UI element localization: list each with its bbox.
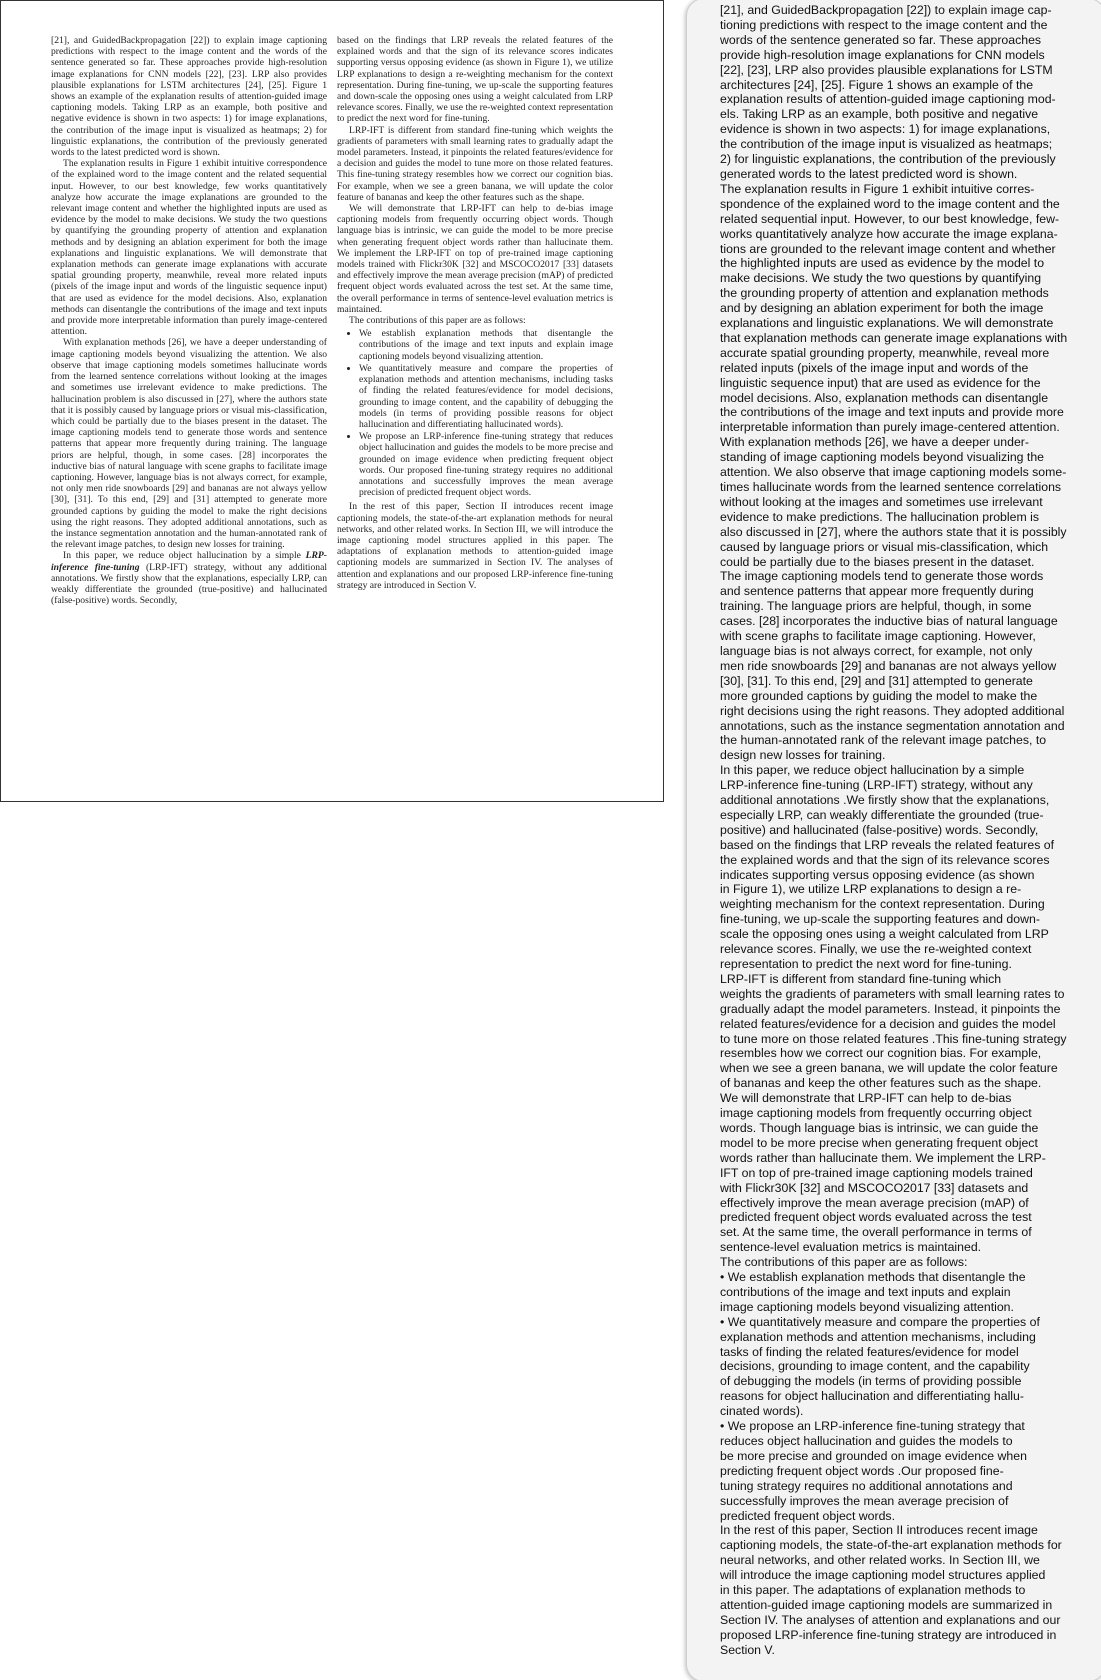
text-line: evidence to make predictions. The hallucination problem is <box>720 509 1039 524</box>
text-line: • We quantitatively measure and compare the properties of <box>720 1314 1040 1329</box>
text-line: that explanation methods can generate image explanations with <box>720 330 1068 345</box>
list-item: • We establish explanation methods that disentangle the contributions of the image and text inputs and explain image captioning models beyond visualizing attention. <box>359 328 613 362</box>
document-page <box>0 0 664 802</box>
text-line: works quantitatively analyze how accurate the image explana- <box>720 226 1058 241</box>
paragraph: With explanation methods [26], we have a deeper understanding of image captioning models beyond visualizing the attention. We also observe that image captioning models sometimes hallucinate words from the learned sentence correlations without looking at the images and sometimes use irrelevant evidence to make predictions. The hallucination problem is also discussed in [27], where the authors state that it is possibly caused by language priors or visual mis-classification, which could be partially due to the biases present in the dataset. The image captioning models tend to generate those words and sentence patterns that appear more frequently during training. The language priors are helpful, though, in some cases. [28] incorporates the inductive bias of natural language with scene graphs to facilitate image captioning. However, language bias is not always correct, for example, not only men ride snowboards [29] and bananas are not always yellow [30], [31]. To this end, [29] and [31] attempted to generate more grounded captions by guiding the model to make the right decisions using the right reasons. They adopted additional annotations, such as the instance segmentation annotation and the human-annotated rank of the relevant image patches, to design new losses for training. <box>51 337 327 551</box>
text-line: linguistic sequence input) that are used as evidence for the <box>720 375 1041 390</box>
text-line: set. At the same time, the overall performance in terms of <box>720 1225 1032 1240</box>
text-line: of bananas and keep the other features such as the shape. <box>720 1076 1042 1091</box>
text-line: sentence-level evaluation metrics is maintained. <box>720 1240 982 1255</box>
text-line: image captioning models beyond visualizing attention. <box>720 1299 1014 1314</box>
text-line: neural networks, and other related works. In Section III, we <box>720 1553 1040 1568</box>
text-line: LRP-IFT is different from standard fine-tuning which <box>720 971 1002 986</box>
text-line: scale the opposing ones using a weight calculated from LRP <box>720 927 1049 942</box>
text-line: in this paper. The adaptations of explanation methods to <box>720 1583 1026 1598</box>
text-line: explanation methods and attention mechanisms, including <box>720 1329 1036 1344</box>
text-line: make decisions. We study the two questions by quantifying <box>720 271 1042 286</box>
text-line: proposed LRP-inference fine-tuning strategy are introduced in <box>720 1627 1057 1642</box>
text-line: training. The language priors are helpful, though, in some <box>720 599 1032 614</box>
text-line: when we see a green banana, we will update the color feature <box>720 1061 1058 1076</box>
text-line: of debugging the models (in terms of providing possible <box>720 1374 1022 1389</box>
text-line: generated words to the latest predicted word is shown. <box>720 166 1018 181</box>
text-line: indicates supporting versus opposing evidence (as shown <box>720 867 1035 882</box>
extracted-text[interactable] <box>720 3 1101 1658</box>
text-line: With explanation methods [26], we have a deeper under- <box>720 435 1029 450</box>
text-line: the explained words and that the sign of its relevance scores <box>720 852 1050 867</box>
document-columns <box>51 35 613 606</box>
text-line: related features/evidence for a decision and guides the model <box>720 1016 1056 1031</box>
text-line: weights the gradients of parameters with small learning rates to <box>720 986 1065 1001</box>
text-line: 2) for linguistic explanations, the contribution of the previously <box>720 152 1056 167</box>
text-line: cinated words). <box>720 1404 804 1419</box>
text-line: especially LRP, can weakly differentiate the grounded (true- <box>720 807 1044 822</box>
text-line: Section V. <box>720 1642 775 1657</box>
text-line: tioning predictions with respect to the image content and the <box>720 17 1048 32</box>
text-line: decisions, grounding to image content, and the capability <box>720 1359 1030 1374</box>
text-line: right decisions using the right reasons. They adopted additional <box>720 703 1065 718</box>
text-line: resembles how we correct our cognition bias. For example, <box>720 1046 1042 1061</box>
text-line: We will demonstrate that LRP-IFT can help to de-bias <box>720 1091 1012 1106</box>
text-line: • We establish explanation methods that disentangle the <box>720 1270 1026 1285</box>
text-line: architectures [24], [25]. Figure 1 shows an example of the <box>720 77 1034 92</box>
text-line: successfully improves the mean average precision of <box>720 1493 1009 1508</box>
text-run: (LRP-IFT) strategy, without any additional annotations. We firstly show that the explanations, especially LRP, can weakly differentiate the grounded (true-positive) and hallucinated (false-positive) words. Secondly, <box>51 561 327 607</box>
text-line: accurate spatial grounding property, meanwhile, reveal more <box>720 345 1050 360</box>
text-line: model decisions. Also, explanation methods can disentangle <box>720 390 1049 405</box>
text-line: [21], and GuidedBackpropagation [22]) to explain image cap- <box>720 3 1052 17</box>
text-line: spondence of the explained word to the image content and the <box>720 196 1060 211</box>
text-line: attention. We also observe that image captioning models some- <box>720 465 1067 480</box>
text-line: evidence is shown in two aspects: 1) for image explanations, <box>720 122 1051 137</box>
text-line: in Figure 1), we utilize LRP explanations to design a re- <box>720 882 1022 897</box>
text-line: cases. [28] incorporates the inductive bias of natural language <box>720 614 1058 629</box>
paragraph: We will demonstrate that LRP-IFT can help to de-bias image captioning models from frequently occurring object words. Though language bias is intrinsic, we can guide the model to be more precise when generating frequent object words rather than hallucinate them. We implement the LRP-IFT on top of pre-trained image captioning models trained with Flickr30K [32] and MSCOCO2017 [33] datasets and effectively improve the mean average precision (mAP) of predicted frequent object words evaluated across the test set. At the same time, the overall performance in terms of sentence-level evaluation metrics is maintained. <box>337 203 613 315</box>
list-item: • We quantitatively measure and compare the properties of explanation methods and attention mechanisms, including tasks of finding the related features/evidence for model decisions, grounding to image content, and the capability of debugging the models (in terms of providing possible reasons for object hallucination and differentiating hallucinated words). <box>359 363 613 430</box>
text-line: predicted frequent object words evaluated across the test <box>720 1210 1032 1225</box>
text-line: In this paper, we reduce object hallucination by a simple <box>720 763 1025 778</box>
text-line: tions are grounded to the relevant image content and whether <box>720 241 1056 256</box>
text-line: men ride snowboards [29] and bananas are not always yellow <box>720 658 1057 673</box>
text-line: the contribution of the image input is visualized as heatmaps; <box>720 137 1053 152</box>
text-line: relevance scores. Finally, we use the re-weighted context <box>720 942 1032 957</box>
contributions-list <box>337 328 613 498</box>
text-line: tasks of finding the related features/evidence for model <box>720 1344 1019 1359</box>
text-line: reasons for object hallucination and differentiating hallu- <box>720 1389 1024 1404</box>
extracted-text-panel[interactable] <box>686 0 1101 1680</box>
text-line: predicted frequent object words. <box>720 1508 895 1523</box>
text-line: weighting mechanism for the context representation. During <box>720 897 1045 912</box>
text-line: related inputs (pixels of the image input and words of the <box>720 360 1029 375</box>
text-line: captioning models, the state-of-the-art explanation methods for <box>720 1538 1062 1553</box>
text-line: representation to predict the next word for fine-tuning. <box>720 957 1012 971</box>
text-line: design new losses for training. <box>720 748 886 763</box>
text-line: provide high-resolution image explanations for CNN models <box>720 47 1045 62</box>
emphasis-text: LRP-inference fine-tuning <box>51 550 327 573</box>
paragraph: In the rest of this paper, Section II introduces recent image captioning models, the state-of-the-art explanation methods for neural networks, and other related works. In Section III, we will introduce the image captioning model structures applied in this paper. The adaptations of explanation methods to attention-guided image captioning models are summarized in Section IV. The analyses of attention and explanations and our proposed LRP-inference fine-tuning strategy are introduced in Section V. <box>337 501 613 591</box>
text-line: could be partially due to the biases present in the dataset. <box>720 554 1035 569</box>
text-line: [22], [23], LRP also provides plausible explanations for LSTM <box>720 62 1053 77</box>
text-line: the grounding property of attention and explanation methods <box>720 286 1049 301</box>
text-line: and sentence patterns that appear more frequently during <box>720 584 1034 599</box>
text-line: related sequential input. However, to our best knowledge, few- <box>720 211 1060 226</box>
text-line: The image captioning models tend to generate those words <box>720 569 1044 584</box>
text-line: words. Though language bias is intrinsic, we can guide the <box>720 1120 1039 1135</box>
text-line: words rather than hallucinate them. We implement the LRP- <box>720 1150 1046 1165</box>
text-line: the highlighted inputs are used as evidence by the model to <box>720 256 1045 271</box>
text-line: IFT on top of pre-trained image captioning models trained <box>720 1165 1033 1180</box>
text-line: explanation results of attention-guided image captioning mod- <box>720 92 1056 107</box>
text-line: times hallucinate words from the learned sentence correlations <box>720 480 1062 494</box>
text-line: language bias is not always correct, for example, not only <box>720 643 1033 658</box>
text-line: be more precise and grounded on image evidence when <box>720 1448 1027 1463</box>
text-line: effectively improve the mean average precision (mAP) of <box>720 1195 1029 1210</box>
text-line: attention-guided image captioning models are summarized in <box>720 1597 1053 1612</box>
paragraph <box>51 550 327 606</box>
text-line: tuning strategy requires no additional annotations and <box>720 1478 1013 1493</box>
text-line: words of the sentence generated so far. These approaches <box>720 32 1042 47</box>
text-line: positive) and hallucinated (false-positive) words. Secondly, <box>720 822 1039 837</box>
text-line: The contributions of this paper are as follows: <box>720 1255 968 1270</box>
text-line: [30], [31]. To this end, [29] and [31] attempted to generate <box>720 673 1033 688</box>
text-line: contributions of the image and text inputs and explain <box>720 1284 1011 1299</box>
text-line: more grounded captions by guiding the model to make the <box>720 688 1038 703</box>
text-line: The explanation results in Figure 1 exhibit intuitive corres- <box>720 181 1035 196</box>
text-line: the contributions of the image and text inputs and provide more <box>720 405 1064 420</box>
text-line: without looking at the images and sometimes use irrelevant <box>720 494 1043 509</box>
text-line: predicting frequent object words .Our proposed fine- <box>720 1463 1004 1478</box>
text-line: additional annotations .We firstly show that the explanations, <box>720 793 1050 808</box>
text-line: Section IV. The analyses of attention and explanations and our <box>720 1612 1061 1627</box>
text-line: standing of image captioning models beyond visualizing the <box>720 450 1045 465</box>
text-line: LRP-inference fine-tuning (LRP-IFT) strategy, without any <box>720 778 1033 793</box>
text-line: reduces object hallucination and guides the models to <box>720 1434 1013 1448</box>
text-line: els. Taking LRP as an example, both positive and negative <box>720 107 1039 122</box>
text-line: fine-tuning, we up-scale the supporting features and down- <box>720 912 1040 927</box>
right-column <box>337 35 613 606</box>
text-line: caused by language priors or visual mis-classification, which <box>720 539 1049 554</box>
list-item: • We propose an LRP-inference fine-tuning strategy that reduces object hallucination and guides the models to be more precise and grounded on image evidence when predicting frequent object words. Our proposed fine-tuning strategy requires no additional annotations and successfully improves the mean average precision of predicted frequent object words. <box>359 431 613 498</box>
text-line: annotations, such as the instance segmentation annotation and <box>720 718 1065 733</box>
paragraph: The explanation results in Figure 1 exhibit intuitive correspondence of the explained word to the image content and the related sequential input. However, to our best knowledge, few works quantitatively analyze how accurate the image explanations are grounded to the relevant image content and whether the highlighted inputs are used as evidence by the model to make decisions. We study the two questions by quantifying the grounding property of attention and explanation methods and by designing an ablation experiment for both the image explanations and linguistic explanations. We will demonstrate that explanation methods can generate image explanations with accurate spatial grounding property, meanwhile, reveal more related inputs (pixels of the image input and words of the linguistic sequence input) that are used as evidence for the model decisions. Also, explanation methods can disentangle the contributions of the image and text inputs and provide more interpretable information than purely image-centered attention. <box>51 158 327 338</box>
text-line: with scene graphs to facilitate image captioning. However, <box>720 629 1036 644</box>
text-line: interpretable information than purely image-centered attention. <box>720 420 1060 435</box>
text-line: the human-annotated rank of the relevant image patches, to <box>720 733 1047 748</box>
text-line: based on the findings that LRP reveals the related features of <box>720 837 1055 852</box>
text-line: also discussed in [27], where the authors state that it is possibly <box>720 524 1067 539</box>
text-line: and by designing an ablation experiment for both the image <box>720 301 1044 316</box>
paragraph: The contributions of this paper are as follows: <box>349 315 526 327</box>
text-line: gradually adapt the model parameters. Instead, it pinpoints the <box>720 1001 1061 1016</box>
text-line: model to be more precise when generating frequent object <box>720 1135 1038 1150</box>
paragraph: [21], and GuidedBackpropagation [22]) to explain image captioning predictions with respect to the image content and the words of the sentence generated so far. These approaches provide high-resolution image explanations for CNN models [22], [23]. LRP also provides plausible explanations for LSTM architectures [24], [25]. Figure 1 shows an example of the explanation results of attention-guided image captioning models. Taking LRP as an example, both positive and negative evidence is shown in two aspects: 1) for image explanations, the contribution of the image input is visualized as heatmaps; 2) for linguistic explanations, the contribution of the previously generated words to the latest predicted word is shown. <box>51 35 327 159</box>
paragraph: based on the findings that LRP reveals the related features of the explained words and that the sign of its relevance scores indicates supporting versus opposing evidence (as shown in Figure 1), we utilize LRP explanations to design a re-weighting mechanism for the context representation. During fine-tuning, we up-scale the supporting features and down-scale the opposing ones using a weight calculated from LRP relevance scores. Finally, we use the re-weighted context representation to predict the next word for fine-tuning. <box>337 35 613 125</box>
text-line: image captioning models from frequently occurring object <box>720 1106 1032 1121</box>
text-line: with Flickr30K [32] and MSCOCO2017 [33] datasets and <box>720 1180 1029 1195</box>
text-line: explanations and linguistic explanations. We will demonstrate <box>720 316 1054 331</box>
text-run: In this paper, we reduce object hallucination by a simple <box>63 550 301 562</box>
text-line: In the rest of this paper, Section II introduces recent image <box>720 1523 1038 1538</box>
text-line: to tune more on those related features .This fine-tuning strategy <box>720 1031 1067 1046</box>
left-column <box>51 35 327 606</box>
paragraph: LRP-IFT is different from standard fine-tuning which weights the gradients of parameters with small learning rates to gradually adapt the model parameters. Instead, it pinpoints the related features/evidence for a decision and guides the model to tune more on those related features. This fine-tuning strategy resembles how we correct our cognition bias. For example, when we see a green banana, we will update the color feature of bananas and keep the other features such as the shape. <box>337 124 613 203</box>
text-line: • We propose an LRP-inference fine-tuning strategy that <box>720 1419 1025 1434</box>
text-line: will introduce the image captioning model structures applied <box>720 1568 1046 1583</box>
